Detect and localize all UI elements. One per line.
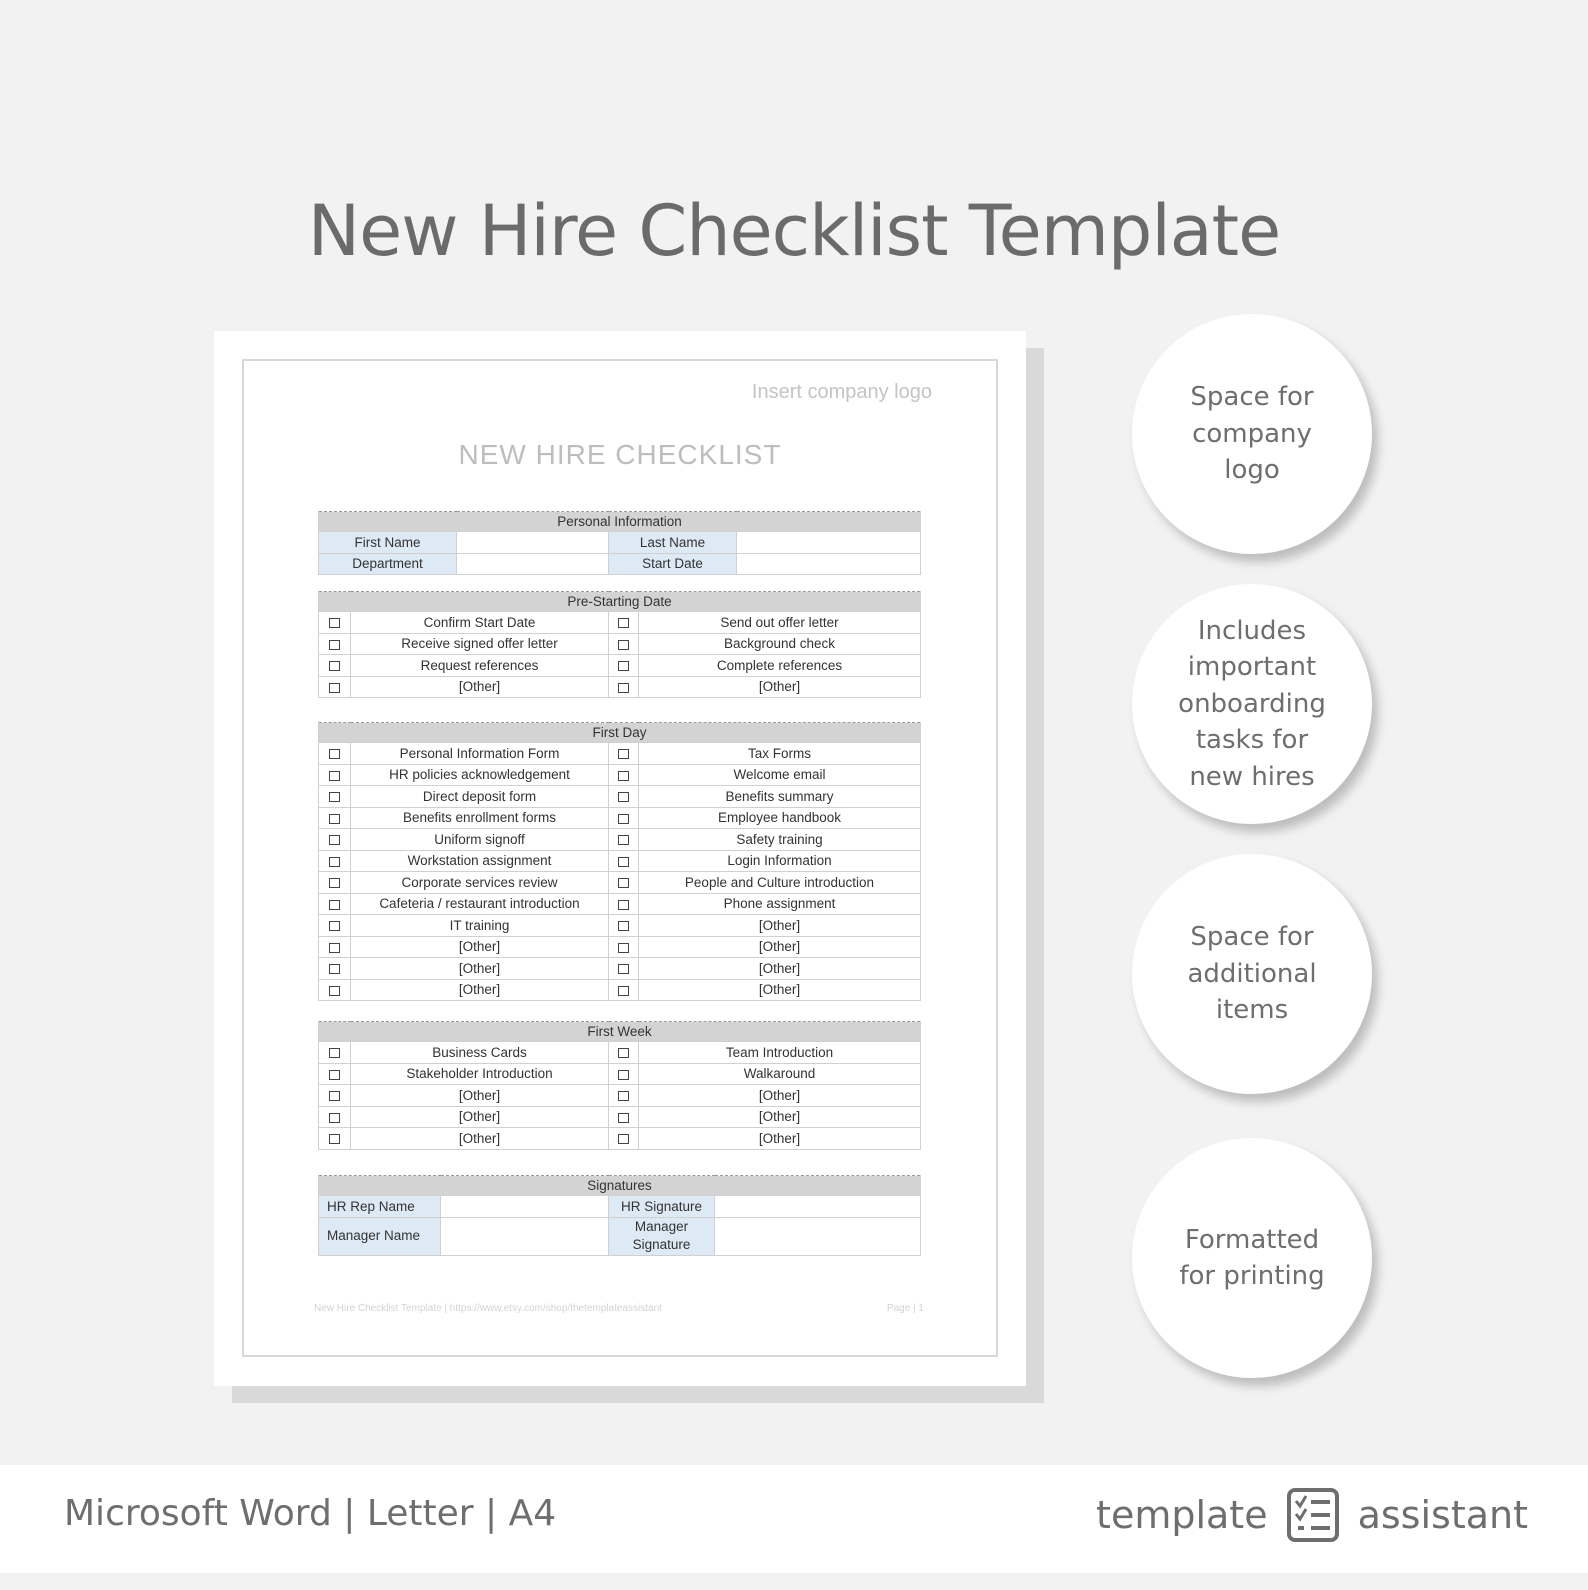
checkbox-icon[interactable] <box>329 900 340 910</box>
task-label: [Other] <box>639 1128 921 1150</box>
checkbox-icon[interactable] <box>329 640 340 650</box>
task-label: [Other] <box>639 1085 921 1107</box>
task-label: Background check <box>639 633 921 655</box>
checkbox-icon[interactable] <box>618 792 629 802</box>
checkbox-cell[interactable] <box>319 807 351 829</box>
document-preview <box>214 331 1026 1386</box>
last-name-field[interactable] <box>737 532 921 554</box>
checkbox-icon[interactable] <box>618 771 629 781</box>
checkbox-icon[interactable] <box>618 618 629 628</box>
checkbox-cell[interactable] <box>319 633 351 655</box>
task-label: [Other] <box>351 1106 609 1128</box>
checklist-row <box>319 936 921 958</box>
checkbox-cell[interactable] <box>319 786 351 808</box>
checkbox-icon[interactable] <box>618 900 629 910</box>
task-label: [Other] <box>639 958 921 980</box>
feature-circle-additional <box>1132 854 1372 1094</box>
document-footer <box>314 1303 924 1314</box>
checklist-row <box>319 1128 921 1150</box>
checkbox-icon[interactable] <box>618 964 629 974</box>
checkbox-cell[interactable] <box>319 743 351 765</box>
checkbox-icon[interactable] <box>618 749 629 759</box>
checkbox-cell[interactable] <box>319 872 351 894</box>
checkbox-icon[interactable] <box>329 857 340 867</box>
checkbox-cell[interactable] <box>609 958 639 980</box>
checkbox-icon[interactable] <box>329 835 340 845</box>
brand-text-left: template <box>1096 1493 1268 1537</box>
checkbox-icon[interactable] <box>618 986 629 996</box>
section-header: First Week <box>319 1022 921 1042</box>
checklist-icon <box>1286 1487 1340 1543</box>
checkbox-cell[interactable] <box>609 655 639 677</box>
checklist-row <box>319 979 921 1001</box>
task-label: Team Introduction <box>639 1042 921 1064</box>
manager-name-field[interactable] <box>441 1217 609 1255</box>
checkbox-icon[interactable] <box>329 618 340 628</box>
task-label: Workstation assignment <box>351 850 609 872</box>
checkbox-icon[interactable] <box>618 921 629 931</box>
task-label: [Other] <box>351 1085 609 1107</box>
checkbox-icon[interactable] <box>329 749 340 759</box>
feature-circle-logo <box>1132 314 1372 554</box>
task-label: [Other] <box>639 676 921 698</box>
feature-text: Formatted for printing <box>1179 1224 1325 1291</box>
checkbox-cell[interactable] <box>319 850 351 872</box>
feature-text: Space for company logo <box>1190 382 1314 486</box>
checklist-row <box>319 872 921 894</box>
checkbox-icon[interactable] <box>618 857 629 867</box>
checklist-row <box>319 743 921 765</box>
checkbox-icon[interactable] <box>329 1070 340 1080</box>
task-label: [Other] <box>351 936 609 958</box>
checkbox-cell[interactable] <box>609 743 639 765</box>
checkbox-icon[interactable] <box>618 683 629 693</box>
first-day-table <box>318 722 921 1001</box>
feature-text: Space for additional items <box>1187 922 1317 1026</box>
checkbox-icon[interactable] <box>329 921 340 931</box>
task-label: Direct deposit form <box>351 786 609 808</box>
checkbox-icon[interactable] <box>329 1134 340 1144</box>
hr-signature-label: HR Signature <box>609 1196 715 1218</box>
first-week-table <box>318 1021 921 1150</box>
checkbox-icon[interactable] <box>618 1134 629 1144</box>
checkbox-cell[interactable] <box>609 612 639 634</box>
checklist-row <box>319 1085 921 1107</box>
checkbox-cell[interactable] <box>319 893 351 915</box>
task-label: Benefits summary <box>639 786 921 808</box>
manager-signature-field[interactable] <box>715 1217 921 1255</box>
logo-placeholder: Insert company logo <box>751 381 932 403</box>
hr-rep-name-label: HR Rep Name <box>319 1196 441 1218</box>
department-label: Department <box>319 553 457 575</box>
task-label: Tax Forms <box>639 743 921 765</box>
checkbox-cell[interactable] <box>609 915 639 937</box>
document-title: NEW HIRE CHECKLIST <box>458 439 782 470</box>
checklist-row <box>319 676 921 698</box>
checkbox-icon[interactable] <box>618 1070 629 1080</box>
manager-name-label: Manager Name <box>319 1217 441 1255</box>
task-label: [Other] <box>351 676 609 698</box>
checkbox-cell[interactable] <box>609 829 639 851</box>
checklist-row <box>319 850 921 872</box>
bottom-bar <box>0 1465 1588 1573</box>
first-name-field[interactable] <box>457 532 609 554</box>
checkbox-cell[interactable] <box>609 676 639 698</box>
checkbox-cell[interactable] <box>319 936 351 958</box>
page-title: New Hire Checklist Template <box>307 190 1281 272</box>
checkbox-cell[interactable] <box>609 1128 639 1150</box>
checklist-row <box>319 1042 921 1064</box>
checklist-row <box>319 786 921 808</box>
checklist-row <box>319 1106 921 1128</box>
checklist-row <box>319 764 921 786</box>
task-label: Send out offer letter <box>639 612 921 634</box>
checkbox-cell[interactable] <box>319 958 351 980</box>
checkbox-cell[interactable] <box>319 1128 351 1150</box>
task-label: Employee handbook <box>639 807 921 829</box>
checklist-row <box>319 807 921 829</box>
checkbox-cell[interactable] <box>319 1042 351 1064</box>
task-label: Benefits enrollment forms <box>351 807 609 829</box>
section-header: Personal Information <box>319 512 921 532</box>
footer-page-number: Page | 1 <box>886 1303 924 1314</box>
task-label: Walkaround <box>639 1063 921 1085</box>
task-label: Corporate services review <box>351 872 609 894</box>
checklist-row <box>319 915 921 937</box>
start-date-label: Start Date <box>609 553 737 575</box>
checkbox-cell[interactable] <box>609 764 639 786</box>
footer-url: New Hire Checklist Template | https://www.etsy.com/shop/thetemplateassistant <box>314 1303 662 1314</box>
checklist-row <box>319 633 921 655</box>
checkbox-icon[interactable] <box>329 683 340 693</box>
signatures-table <box>318 1175 921 1256</box>
checkbox-icon[interactable] <box>618 1048 629 1058</box>
checklist-row <box>319 655 921 677</box>
checkbox-cell[interactable] <box>319 676 351 698</box>
task-label: Safety training <box>639 829 921 851</box>
checkbox-cell[interactable] <box>609 1063 639 1085</box>
task-label: [Other] <box>351 958 609 980</box>
checklist-row <box>319 829 921 851</box>
checkbox-cell[interactable] <box>319 764 351 786</box>
checkbox-cell[interactable] <box>609 807 639 829</box>
checkbox-cell[interactable] <box>609 1106 639 1128</box>
checkbox-icon[interactable] <box>329 661 340 671</box>
task-label: People and Culture introduction <box>639 872 921 894</box>
feature-circle-printing <box>1132 1138 1372 1378</box>
manager-signature-label: Manager Signature <box>609 1217 715 1255</box>
checkbox-cell[interactable] <box>609 936 639 958</box>
task-label: [Other] <box>639 915 921 937</box>
checkbox-cell[interactable] <box>319 655 351 677</box>
checkbox-icon[interactable] <box>618 640 629 650</box>
checkbox-cell[interactable] <box>609 979 639 1001</box>
checkbox-icon[interactable] <box>329 964 340 974</box>
last-name-label: Last Name <box>609 532 737 554</box>
checklist-row <box>319 612 921 634</box>
feature-circle-onboarding <box>1132 584 1372 824</box>
checkbox-icon[interactable] <box>618 1113 629 1123</box>
task-label: Stakeholder Introduction <box>351 1063 609 1085</box>
checkbox-icon[interactable] <box>618 943 629 953</box>
task-label: Uniform signoff <box>351 829 609 851</box>
pre-starting-date-table <box>318 591 921 698</box>
checkbox-cell[interactable] <box>319 1085 351 1107</box>
personal-information-table <box>318 511 921 575</box>
document-page <box>242 359 998 1357</box>
section-header: Signatures <box>319 1176 921 1196</box>
checkbox-cell[interactable] <box>319 1063 351 1085</box>
checkbox-cell[interactable] <box>319 829 351 851</box>
checkbox-icon[interactable] <box>329 878 340 888</box>
checkbox-cell[interactable] <box>609 893 639 915</box>
task-label: Receive signed offer letter <box>351 633 609 655</box>
task-label: Complete references <box>639 655 921 677</box>
checkbox-cell[interactable] <box>609 1085 639 1107</box>
task-label: Welcome email <box>639 764 921 786</box>
checkbox-cell[interactable] <box>319 979 351 1001</box>
hr-rep-name-field[interactable] <box>441 1196 609 1218</box>
checkbox-icon[interactable] <box>329 1113 340 1123</box>
checkbox-icon[interactable] <box>329 814 340 824</box>
task-label: HR policies acknowledgement <box>351 764 609 786</box>
checkbox-icon[interactable] <box>618 661 629 671</box>
checkbox-cell[interactable] <box>319 1106 351 1128</box>
task-label: Request references <box>351 655 609 677</box>
checkbox-cell[interactable] <box>609 786 639 808</box>
checklist-row <box>319 1063 921 1085</box>
brand-text-right: assistant <box>1357 1493 1528 1537</box>
checkbox-icon[interactable] <box>329 792 340 802</box>
format-list: Microsoft Word | Letter | A4 <box>64 1493 557 1534</box>
checkbox-icon[interactable] <box>618 814 629 824</box>
checkbox-icon[interactable] <box>618 835 629 845</box>
checkbox-icon[interactable] <box>618 878 629 888</box>
checkbox-icon[interactable] <box>618 1091 629 1101</box>
checkbox-icon[interactable] <box>329 1091 340 1101</box>
task-label: Login Information <box>639 850 921 872</box>
brand-logo <box>1096 1485 1528 1545</box>
section-header: Pre-Starting Date <box>319 592 921 612</box>
checkbox-icon[interactable] <box>329 1048 340 1058</box>
hr-signature-field[interactable] <box>715 1196 921 1218</box>
department-field[interactable] <box>457 553 609 575</box>
task-label: IT training <box>351 915 609 937</box>
task-label: [Other] <box>351 1128 609 1150</box>
task-label: Confirm Start Date <box>351 612 609 634</box>
checkbox-cell[interactable] <box>319 915 351 937</box>
checkbox-icon[interactable] <box>329 986 340 996</box>
task-label: Phone assignment <box>639 893 921 915</box>
task-label: Personal Information Form <box>351 743 609 765</box>
checkbox-cell[interactable] <box>609 1042 639 1064</box>
checkbox-icon[interactable] <box>329 771 340 781</box>
checklist-row <box>319 893 921 915</box>
task-label: Cafeteria / restaurant introduction <box>351 893 609 915</box>
task-label: [Other] <box>639 936 921 958</box>
task-label: [Other] <box>639 979 921 1001</box>
checkbox-icon[interactable] <box>329 943 340 953</box>
checkbox-cell[interactable] <box>319 612 351 634</box>
task-label: [Other] <box>639 1106 921 1128</box>
checkbox-cell[interactable] <box>609 872 639 894</box>
checkbox-cell[interactable] <box>609 633 639 655</box>
task-label: Business Cards <box>351 1042 609 1064</box>
checklist-row <box>319 958 921 980</box>
feature-text: Includes important onboarding tasks for new hires <box>1178 616 1326 792</box>
checkbox-cell[interactable] <box>609 850 639 872</box>
task-label: [Other] <box>351 979 609 1001</box>
section-header: First Day <box>319 723 921 743</box>
first-name-label: First Name <box>319 532 457 554</box>
start-date-field[interactable] <box>737 553 921 575</box>
